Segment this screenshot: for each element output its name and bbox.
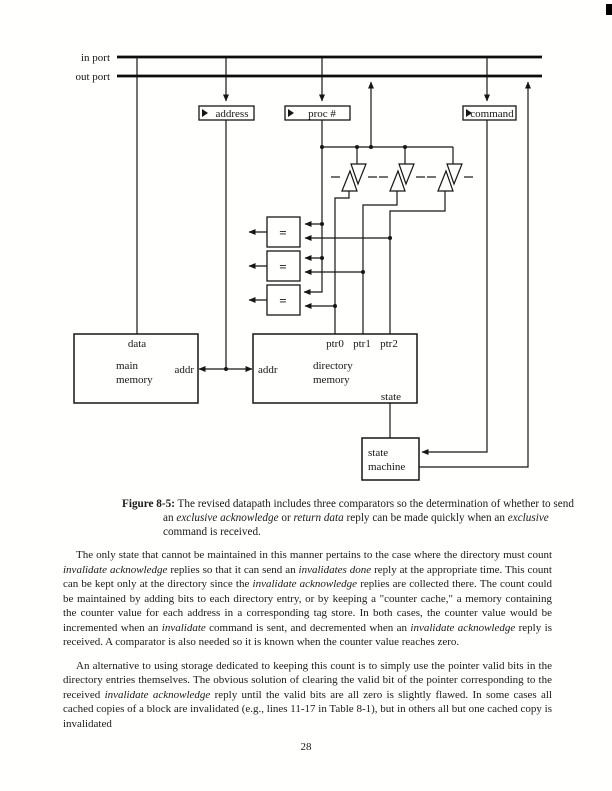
ptr0-port-label: ptr0 [326, 338, 344, 350]
proc-register-label: proc # [308, 108, 336, 120]
body-text [63, 548, 552, 731]
ptr1-line [363, 191, 397, 334]
proc-stem-line [304, 120, 322, 292]
figure-caption [122, 497, 587, 539]
main-memory-label-2: memory [116, 374, 153, 386]
directory-memory-label-2: memory [313, 374, 350, 386]
data-port-label: data [127, 338, 147, 350]
comparator-2 [249, 251, 363, 281]
in-port-label: in port [80, 52, 110, 64]
equals-label: = [279, 293, 287, 308]
ptr1-port-label: ptr1 [353, 338, 371, 350]
addr-port-label: addr [174, 364, 194, 376]
pointer-lines [335, 191, 445, 334]
page-number: 28 [300, 741, 312, 753]
state-machine-block [362, 82, 528, 480]
directory-memory-block [253, 334, 417, 403]
address-register-label: address [215, 108, 249, 120]
tristate-driver-3 [427, 147, 473, 191]
ptr2-line [390, 191, 445, 334]
tristate-driver-2 [379, 147, 425, 191]
state-port-label: state [380, 391, 402, 403]
figure-caption-text: The revised datapath includes three comparators so the determination of whether to send an exclusive acknowledge or return data reply can be made quickly when an exclusive command is received. [163, 498, 574, 538]
state-machine-box [362, 438, 419, 480]
command-register-label: command [470, 108, 514, 120]
state-machine-to-out-port-line [419, 82, 528, 467]
command-register [463, 106, 516, 120]
main-memory-label-1: main [116, 360, 138, 372]
state-machine-label-1: state [368, 447, 389, 459]
ptr2-port-label: ptr2 [380, 338, 398, 350]
tristate-driver-1 [331, 147, 377, 191]
out-port-label: out port [75, 71, 110, 83]
figure-caption-label: Figure 8-5: [122, 498, 175, 510]
port-buses [75, 52, 542, 83]
address-register [199, 106, 254, 120]
main-memory-block [74, 334, 198, 403]
register-input-arrows [226, 57, 487, 101]
directory-memory-label-1: directory [313, 360, 353, 372]
equals-label: = [279, 225, 287, 240]
state-machine-label-2: machine [368, 461, 406, 473]
paragraph-2: An alternative to using storage dedicated to keeping this count is to simply use the pointer valid bits in the directory entries themselves. The obvious solution of clearing the valid bit of the pointer corresponding to the received invalidate acknowledge reply until the valid bits are all zero is slightly flawed. In some cases all cached copies of a block are invalidated (e.g., lines 11-17 in Table 8-1), but in others all but one cached copy is invalidated [63, 659, 552, 730]
paragraph-1: The only state that cannot be maintained in this manner pertains to the case where the directory must count invalidate acknowledge replies so that it can send an invalidates done reply at the appropriate time. This count can be kept only at the directory since the invalidate acknowledge replies are collected there. The count could be maintained by adding bits to each directory entry, or by keeping a "counter cache," a memory containing the counter value for each address in a corresponding tag store. In both cases, the counter value would be incremented when an invalidate command is sent, and decremented when an invalidate acknowledge reply is received. A comparator is also needed so it is known when the counter value reaches zero. [63, 549, 553, 648]
equals-label: = [279, 259, 287, 274]
proc-register [285, 106, 350, 120]
scan-artifact [606, 4, 612, 15]
ptr0-line [335, 191, 349, 334]
addr-port-label: addr [258, 364, 278, 376]
comparator-1 [249, 217, 390, 247]
